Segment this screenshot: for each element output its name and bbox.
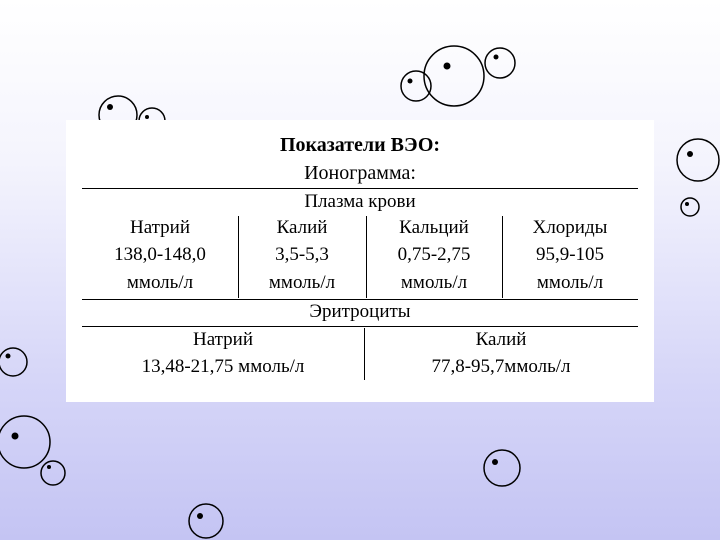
bubble-icon	[484, 450, 520, 486]
slide-subtitle: Ионограмма:	[304, 162, 416, 184]
column-divider	[366, 216, 367, 298]
erythrocytes-potassium-name: Калий	[475, 329, 527, 350]
bubble-icon	[485, 48, 515, 78]
table-top-border	[82, 188, 638, 189]
plasma-calcium-unit: ммоль/л	[400, 272, 468, 293]
bubble-icon	[681, 198, 699, 216]
erythrocytes-potassium-value: 77,8-95,7ммоль/л	[431, 356, 571, 377]
plasma-potassium-unit: ммоль/л	[268, 272, 336, 293]
erythrocytes-sodium-value: 13,48-21,75 ммоль/л	[141, 356, 305, 377]
bubble-icon	[0, 348, 27, 376]
bubble-icon	[189, 504, 223, 538]
column-divider	[502, 216, 503, 298]
plasma-chlorides-range: 95,9-105	[535, 244, 605, 265]
plasma-potassium-range: 3,5-5,3	[275, 244, 329, 265]
plasma-calcium-name: Кальций	[399, 217, 469, 238]
plasma-chlorides-name: Хлориды	[532, 217, 608, 238]
plasma-sodium-range: 138,0-148,0	[114, 244, 206, 265]
bubble-icon	[424, 46, 484, 106]
section-divider	[82, 326, 638, 327]
section-divider	[82, 299, 638, 300]
column-divider	[238, 216, 239, 298]
ionogram-card	[66, 120, 654, 402]
plasma-header: Плазма крови	[304, 191, 416, 212]
erythrocytes-header: Эритроциты	[309, 301, 411, 322]
plasma-potassium-name: Калий	[276, 217, 328, 238]
plasma-sodium-unit: ммоль/л	[126, 272, 194, 293]
plasma-calcium-range: 0,75-2,75	[397, 244, 471, 265]
bubble-icon	[41, 461, 65, 485]
slide-title: Показатели ВЭО:	[279, 134, 441, 156]
erythrocytes-sodium-name: Натрий	[192, 329, 254, 350]
plasma-sodium-name: Натрий	[129, 217, 191, 238]
plasma-chlorides-unit: ммоль/л	[536, 272, 604, 293]
bubble-icon	[0, 416, 50, 468]
bubble-icon	[677, 139, 719, 181]
